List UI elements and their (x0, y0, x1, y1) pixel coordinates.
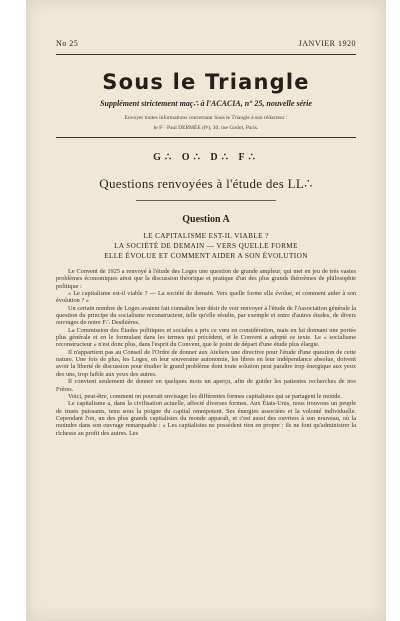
paragraph: Un certain nombre de Loges avaient fait connaître leur désir de voir renvoyer à l'étude de l'Association générale la question du principe du socialisme reconstructeur, telle qu'elle résulte, par exemple et entre d'autres études, de divers ouvrages de notre F∴ Desthières. (56, 304, 356, 327)
question-label: Question A (182, 214, 230, 225)
masthead-notice: Envoyer toutes informations concernant Sous le Triangle à son rédacteur : (124, 115, 288, 121)
issue-header (56, 39, 356, 53)
question-block (26, 231, 386, 261)
question-line: ELLE ÉVOLUE ET COMMENT AIDER A SON ÉVOLUTION (104, 252, 308, 260)
question-line: LE CAPITALISME EST-IL VIABLE ? (143, 232, 269, 240)
document-page (26, 0, 386, 621)
issue-number: No 25 (56, 39, 79, 48)
section-heading: Questions renvoyées à l'étude des LL∴ (99, 176, 313, 191)
question-line: LA SOCIÉTÉ DE DEMAIN — VERS QUELLE FORME (114, 242, 298, 250)
issue-date: JANVIER 1920 (298, 39, 356, 48)
masthead-divider (56, 137, 356, 138)
masthead-address: le F∴ Paul DERMÉE (8ᵉ), 30, rue Godot, Paris. (153, 125, 259, 131)
top-divider (56, 54, 356, 55)
paragraph: Le Convent de 1925 a renvoyé à l'étude des Loges une question de grande ampleur, qui met en jeu de très vastes problèmes économiques ainsi que la discussion théorique et pratique d'un des plus grands théorèmes de philosophie politique : (56, 268, 356, 290)
heading-divider (136, 200, 276, 201)
masthead-subtitle: Supplément strictement maç∴ à l'ACACIA, n° 25, nouvelle série (100, 99, 312, 108)
article-body (56, 268, 356, 437)
masthead-title: Sous le Triangle (102, 70, 310, 94)
paragraph: La Commission des Études politiques et sociales a pris ce vœu en considération, mais en lui donnant une portée plus générale et en le formulant dans les termes qui précèdent, et le Convent a adopté ce texte. Le « socialisme reconstructeur » n'est donc plus, dans l'esprit du Convent, que le point de départ d'une étude plus élargie. (56, 326, 356, 349)
paragraph: Voici, peut-être, comment on pourrait envisager les différentes formes capitalistes qui se partagent le monde. (68, 392, 342, 400)
association-label: G∴ O∴ D∴ F∴ (153, 152, 259, 163)
paragraph: « Le capitalisme est-il viable ? — La société de demain. Vers quelle forme elle évolue, et comment aider à son évolution ? » (56, 290, 356, 305)
paragraph: Le capitalisme a, dans la civilisation actuelle, affecté diverses formes. Aux États-Unis, nous trouvons un peuple de trusts puissants, tenu sous la poigne du capital omnipotent. Ses énergies associées et la volonté individuelle. Cependant l'on, un des plus grands capitalistes du monde apparaît, et c'est aussi des ouvriers à son nouveau, où la moindre dans son ouvrage remarquable : « Les capitalistes ne possèdent rien en propre : ils ne font qu'administrer la richesse au profit des autres. Les (56, 400, 356, 437)
paragraph: Il n'appartient pas au Conseil de l'Ordre de donner aux Ateliers une directive pour l'étude d'une question de cette nature. Une fois de plus, les Loges, en leur souveraine autonomie, les libres en leur indépendance absolue, doivent avoir la liberté de discussion pour étudier le grand problème dont toute solution peut paraître trop énergique aux yeux des uns, trop faible aux yeux des autres. (56, 348, 356, 378)
paragraph: Il convient seulement de donner en quelques mots un aperçu, afin de guider les patientes recherches de nos Frères. (56, 378, 356, 393)
